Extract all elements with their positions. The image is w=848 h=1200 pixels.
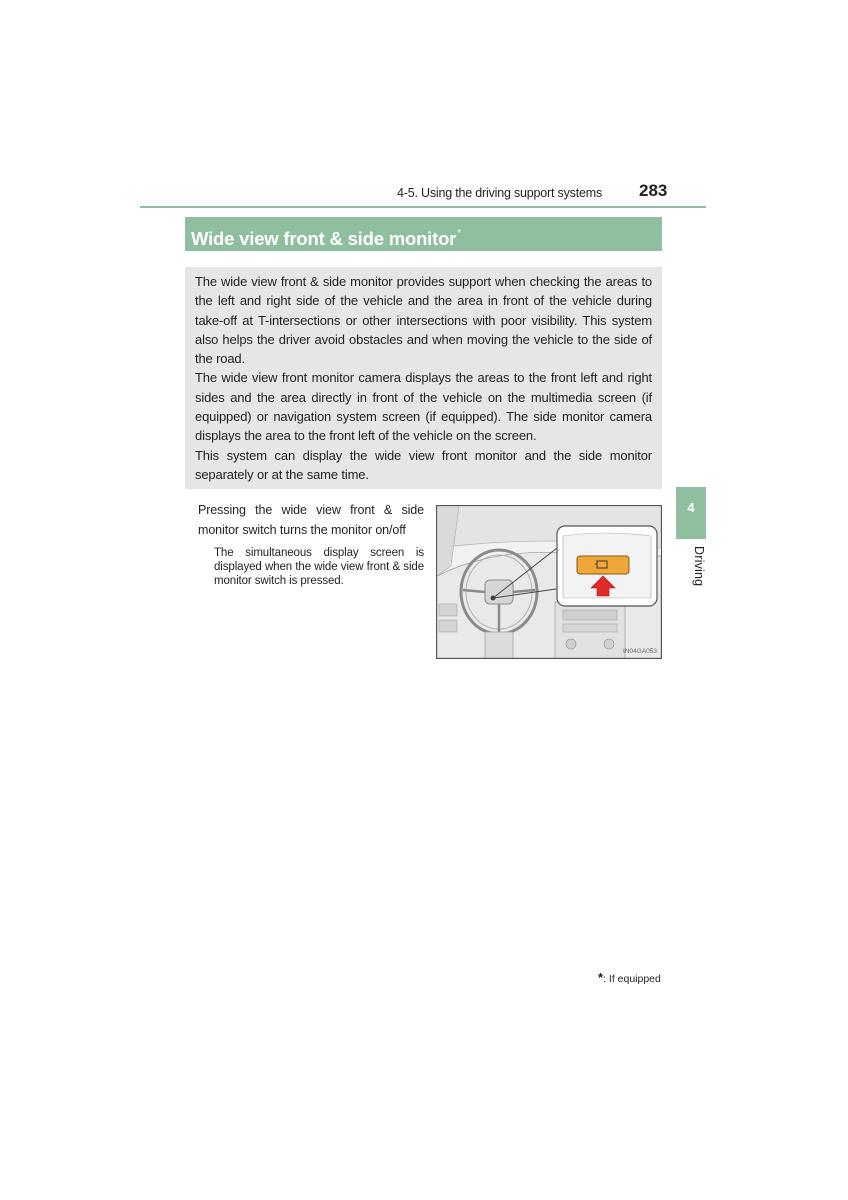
- intro-box: [185, 267, 662, 489]
- chapter-label: Driving: [692, 546, 706, 587]
- intro-paragraph: The wide view front monitor camera displays the areas to the front left and right sides and the area directly in front of the vehicle on the multimedia screen (if equipped) or navigation system screen (if equipped). The side monitor camera displays the area to the front left of the vehicle on the screen.: [195, 370, 652, 444]
- equipped-mark: *: [457, 228, 461, 239]
- footnote-mark: *: [598, 970, 604, 985]
- footnote: [598, 970, 661, 985]
- figure-code: IN04GA053: [623, 648, 657, 655]
- page-number: 283: [639, 181, 668, 200]
- footnote-text: : If equipped: [603, 973, 661, 985]
- section-title: [191, 228, 461, 249]
- dashboard-illustration: [436, 505, 662, 659]
- header-section-title: 4-5. Using the driving support systems: [397, 186, 602, 200]
- header-rule: [140, 206, 706, 208]
- step-note: The simultaneous display screen is displayed when the wide view front & side monitor switch is pressed.: [214, 547, 424, 588]
- step-text: Pressing the wide view front & side monitor switch turns the monitor on/off: [198, 503, 424, 537]
- chapter-tab: 4: [676, 487, 706, 539]
- section-title-text: Wide view front & side monitor: [191, 228, 457, 249]
- intro-paragraph: The wide view front & side monitor provides support when checking the areas to the left and right side of the vehicle and the area in front of the vehicle during take-off at T-intersections or other intersections with poor visibility. This system also helps the driver avoid obstacles and when moving the vehicle to the side of the road.: [195, 274, 652, 367]
- dashboard-switch-illustration-icon: [437, 506, 661, 658]
- intro-paragraph: This system can display the wide view front monitor and the side monitor separately or at the same time.: [195, 447, 652, 482]
- section-title-bar: [185, 217, 662, 251]
